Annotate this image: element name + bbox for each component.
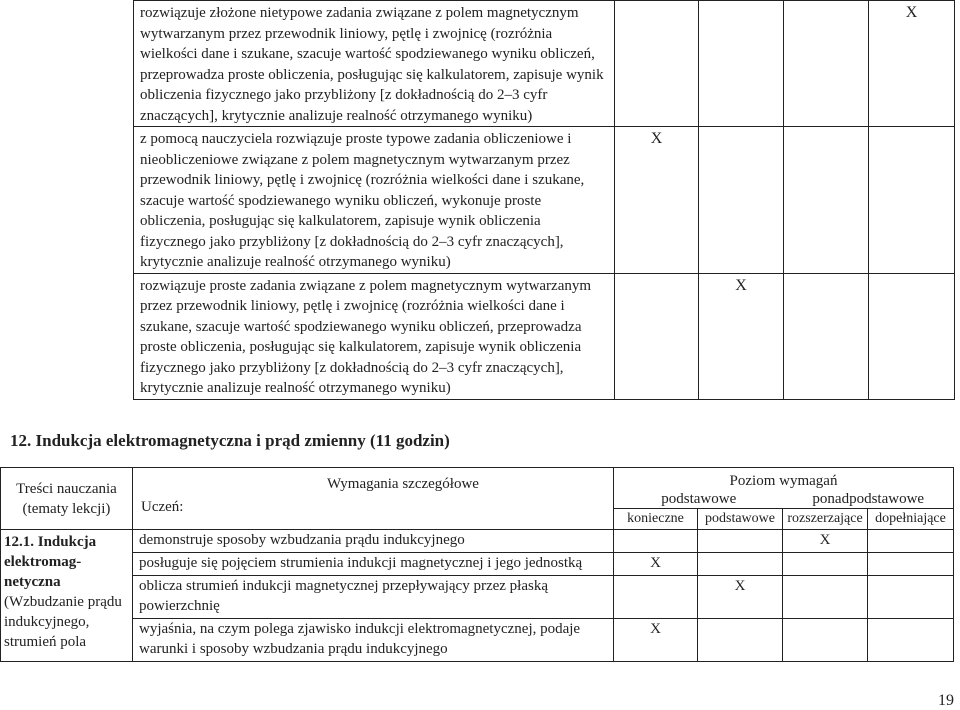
level-mark: X bbox=[783, 530, 868, 553]
header-basic: podstawowe bbox=[661, 491, 737, 507]
level-mark bbox=[783, 619, 868, 662]
header-level-groups bbox=[614, 490, 953, 508]
header-content: Treści nauczania (tematy lekcji) bbox=[1, 468, 133, 530]
requirement-text: z pomocą nauczyciela rozwiązuje proste typowe zadania obliczeniowe i nieobliczeniowe związane z polem magnetycznym wytwarzanym przez przewodnik liniowy, pętlę i zwojnicę (rozróżnia wielkości dane i szukane, szacuje wartość spodziewanego wyniku obliczeń, wykonuje proste obliczenia, posługując się kalkulatorem, zapisuje wynik obliczenia fizycznego jako przybliżony [z dokładnością do 2–3 cyfr znaczących], krytycznie analizuje realność otrzymanego wyniku) bbox=[134, 127, 615, 274]
page-number: 19 bbox=[938, 692, 954, 709]
table-row bbox=[1, 576, 954, 619]
table-row bbox=[1, 530, 954, 553]
level-mark bbox=[699, 1, 784, 127]
level-mark: X bbox=[615, 127, 699, 274]
level-mark: X bbox=[869, 1, 955, 127]
level-mark bbox=[869, 273, 955, 399]
level-mark bbox=[784, 273, 869, 399]
requirement-text: oblicza strumień indukcji magnetycznej przepływający przez płaską powierzchnię bbox=[133, 576, 614, 619]
section-title: 12. Indukcja elektromagnetyczna i prąd zmienny (11 godzin) bbox=[10, 431, 450, 450]
level-mark bbox=[698, 530, 783, 553]
lesson-topic bbox=[1, 530, 133, 662]
header-extended: rozszerzające bbox=[783, 509, 868, 530]
level-mark: X bbox=[699, 273, 784, 399]
level-mark bbox=[784, 127, 869, 274]
table-row bbox=[134, 127, 955, 274]
level-mark bbox=[868, 553, 954, 576]
header-detailed: Wymagania szczegółowe bbox=[327, 476, 479, 492]
level-mark bbox=[783, 553, 868, 576]
requirement-text: demonstruje sposoby wzbudzania prądu indukcyjnego bbox=[133, 530, 614, 553]
level-mark bbox=[784, 1, 869, 127]
requirements-table bbox=[0, 467, 954, 662]
header-level: Poziom wymagań bbox=[729, 473, 838, 489]
requirement-text: posługuje się pojęciem strumienia indukcji magnetycznej i jego jednostką bbox=[133, 553, 614, 576]
header-advanced: ponadpodstawowe bbox=[812, 491, 925, 507]
level-mark bbox=[868, 576, 954, 619]
level-mark: X bbox=[614, 553, 698, 576]
header-basic-sub: podstawowe bbox=[698, 509, 783, 530]
header-complementary: dopełniające bbox=[868, 509, 954, 530]
requirements-table-continued bbox=[133, 0, 955, 400]
requirement-text: rozwiązuje proste zadania związane z polem magnetycznym wytwarzanym przez przewodnik liniowy, pętlę i zwojnicę (rozróżnia wielkości dane i szukane, szacuje wartość spodziewanego wyniku obliczeń, przeprowadza proste obliczenia, posługując się kalkulatorem, zapisuje wynik obliczenia fizycznego jako przybliżony [z dokładnością do 2–3 cyfr znaczących], krytycznie analizuje realność otrzymanego wyniku) bbox=[134, 273, 615, 399]
level-mark bbox=[615, 1, 699, 127]
level-mark bbox=[699, 127, 784, 274]
level-mark bbox=[868, 619, 954, 662]
level-mark: X bbox=[698, 576, 783, 619]
topic-title: 12.1. Indukcja elektromag-netyczna bbox=[4, 534, 97, 590]
level-mark bbox=[614, 530, 698, 553]
table-row bbox=[134, 273, 955, 399]
header-student: Uczeń: bbox=[141, 499, 184, 515]
level-mark bbox=[615, 273, 699, 399]
level-mark: X bbox=[614, 619, 698, 662]
requirement-text: wyjaśnia, na czym polega zjawisko indukcji elektromagnetycznej, podaje warunki i sposoby wzbudzania prądu indukcyjnego bbox=[133, 619, 614, 662]
level-mark bbox=[868, 530, 954, 553]
level-mark bbox=[698, 619, 783, 662]
requirement-text: rozwiązuje złożone nietypowe zadania związane z polem magnetycznym wytwarzanym przez przewodnik liniowy, pętlę i zwojnicę (rozróżnia wielkości dane i szukane, szacuje wartość spodziewanego wyniku obliczeń, przeprowadza proste obliczenia, posługując się kalkulatorem, zapisuje wynik obliczenia fizycznego jako przybliżony [z dokładnością do 2–3 cyfr znaczących], krytycznie analizuje realność otrzymanego wyniku) bbox=[134, 1, 615, 127]
table-row bbox=[134, 1, 955, 127]
topic-subtopics: (Wzbudzanie prądu indukcyjnego, strumień pola bbox=[4, 594, 122, 650]
level-mark bbox=[614, 576, 698, 619]
level-mark bbox=[698, 553, 783, 576]
table-row bbox=[1, 619, 954, 662]
header-detailed-cell bbox=[133, 468, 614, 530]
level-mark bbox=[869, 127, 955, 274]
header-level-cell bbox=[614, 468, 954, 509]
header-necessary: konieczne bbox=[614, 509, 698, 530]
table-row bbox=[1, 553, 954, 576]
level-mark bbox=[783, 576, 868, 619]
